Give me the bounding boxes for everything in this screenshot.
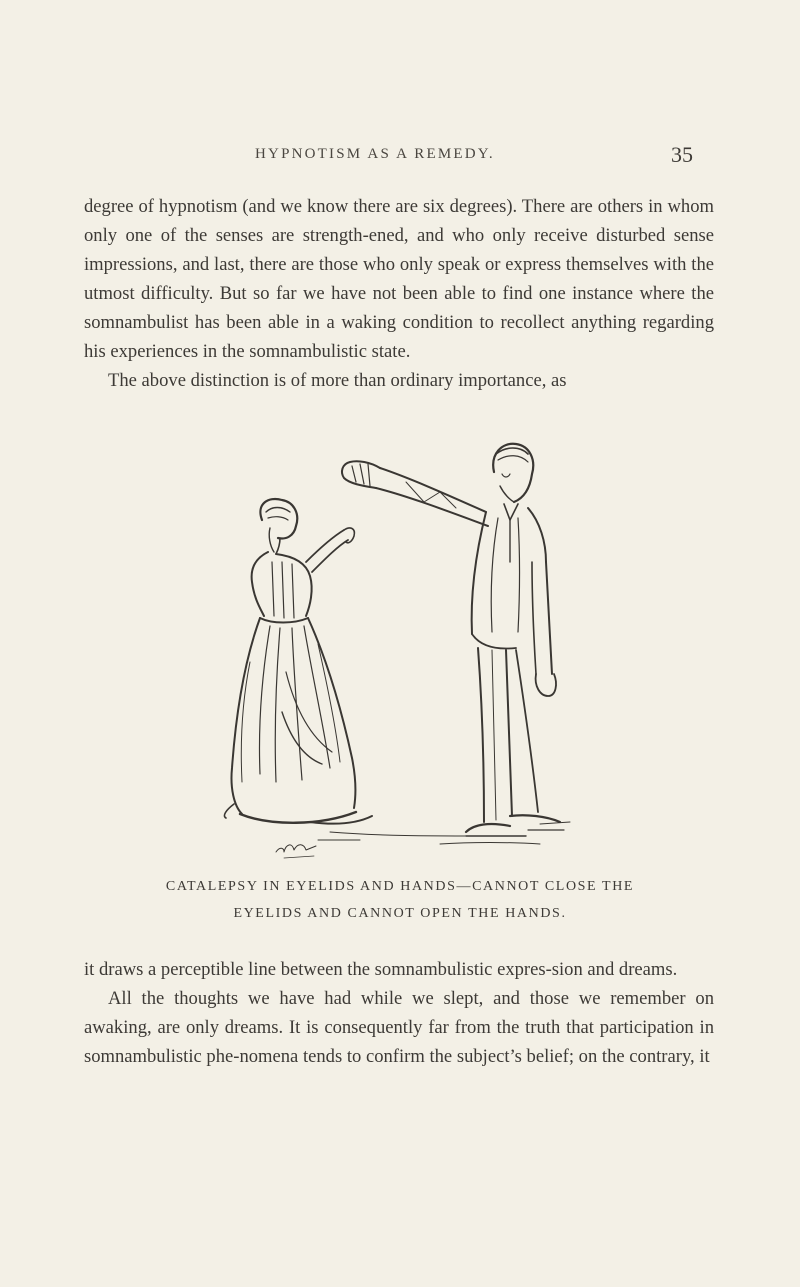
body-text-top [84, 192, 714, 395]
woman-figure [224, 499, 372, 824]
body-text-bottom [84, 955, 714, 1071]
engraving-figures [210, 412, 590, 868]
caption-line-2: EYELIDS AND CANNOT OPEN THE HANDS. [233, 906, 567, 921]
paragraph-line-drawn: it draws a perceptible line between the somnambulistic expres-sion and dreams. [84, 959, 678, 980]
paragraph-continued: degree of hypnotism (and we know there are six degrees). There are others in whom only one of the senses are strength-ened, and who only receive disturbed sense impressions, and last, there are those who only speak or express themselves with the utmost difficulty. But so far we have not been able to find one instance where the somnambulist has been able in a waking condition to recollect anything regarding his experiences in the somnambulistic state. [84, 196, 714, 362]
running-title: HYPNOTISM AS A REMEDY. [255, 146, 495, 162]
catalepsy-illustration [210, 412, 590, 868]
paragraph-distinction: The above distinction is of more than ordinary importance, as [108, 370, 567, 391]
caption-line-1: CATALEPSY IN EYELIDS AND HANDS—CANNOT CLOSE THE [165, 879, 635, 894]
page-number: 35 [671, 142, 693, 167]
figure-caption [84, 873, 716, 927]
running-head [0, 144, 800, 174]
paragraph-dreams: All the thoughts we have had while we slept, and those we remember on awaking, are only dreams. It is consequently far from the truth that participation in somnambulistic phe-nomena tends to confirm the subject’s belief; on the contrary, it [84, 988, 714, 1067]
man-figure [342, 444, 570, 836]
